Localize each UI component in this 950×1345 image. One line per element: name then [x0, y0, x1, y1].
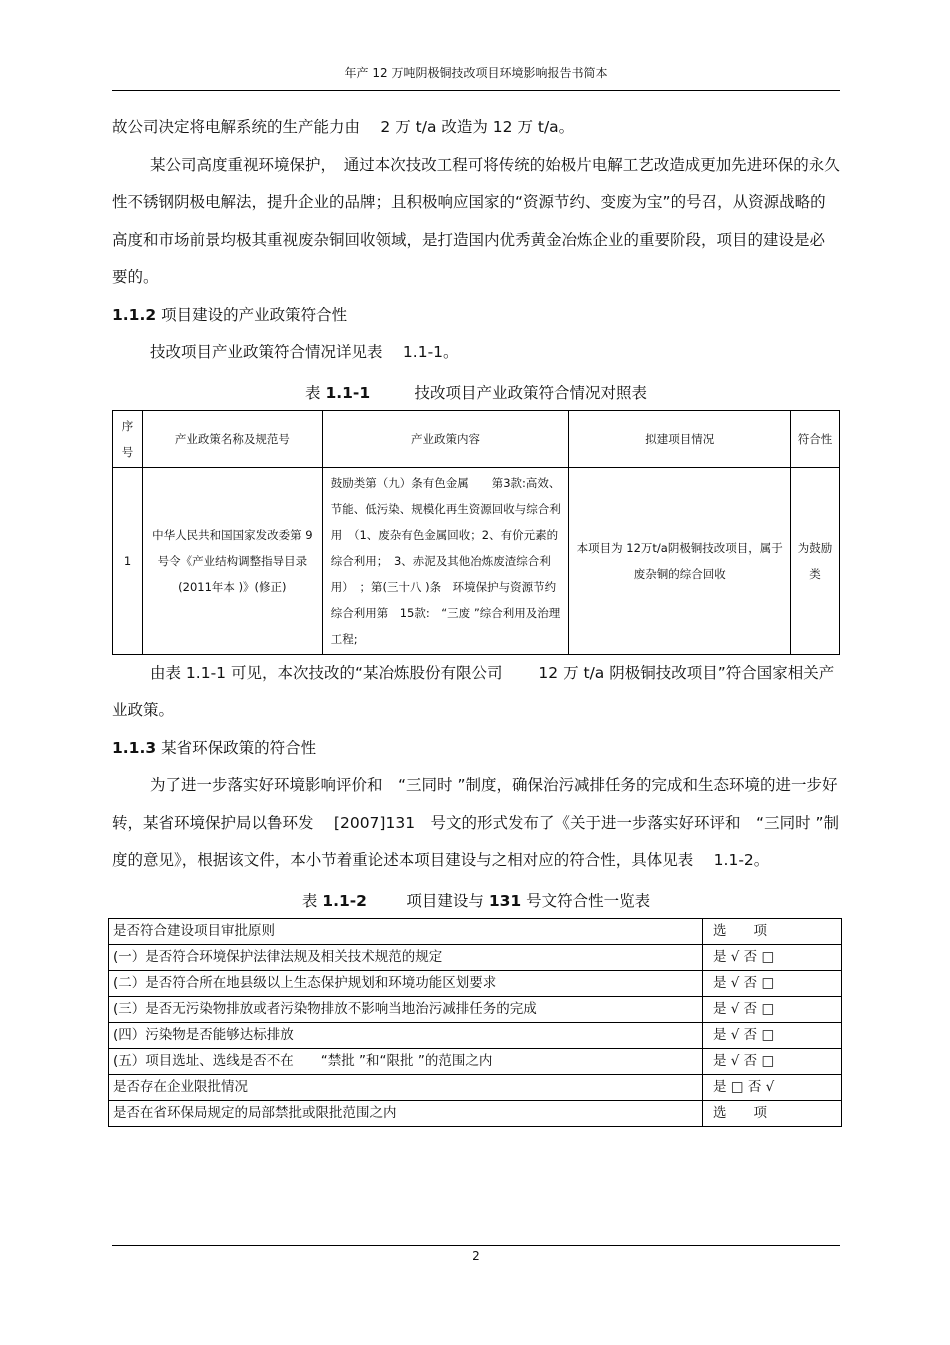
caption-title: 技改项目产业政策符合情况对照表 — [414, 383, 647, 402]
option-cell: 是 □ 否 √ — [703, 1074, 842, 1100]
table-row — [109, 996, 842, 1022]
paragraph-capacity: 故公司决定将电解系统的生产能力由 2 万 t/a 改造为 12 万 t/a。 — [112, 118, 575, 136]
section-number: 1.1.3 — [112, 738, 157, 757]
paragraph-environment: 某公司高度重视环境保护， 通过本次技改工程可将传统的始极片电解工艺改造成更加先进环保的永久性不锈钢阴极电解法，提升企业的品牌；且积极响应国家的“资源节约、变废为宝”的号召，从资源战略的高度和市场前景均极其重视废杂铜回收领域，是打造国内优秀黄金冶炼企业的重要阶段，项目的建设是必要的。 — [112, 155, 840, 286]
policy-table — [112, 410, 840, 655]
project-status-cell: 本项目为 12万t/a阴极铜技改项目，属于废杂铜的综合回收 — [569, 467, 791, 654]
compliance-table — [108, 918, 842, 1127]
caption-number: 1.1-1 — [325, 383, 371, 402]
item-cell: (三）是否无污染物排放或者污染物排放不影响当地治污减排任务的完成 — [109, 996, 703, 1022]
section-title: 某省环保政策的符合性 — [161, 738, 317, 757]
item-cell: 是否存在企业限批情况 — [109, 1074, 703, 1100]
compliance-cell: 为鼓励类 — [791, 467, 840, 654]
row-number: 1 — [113, 467, 143, 654]
table-row — [109, 1074, 842, 1100]
table-row — [109, 918, 842, 944]
header-divider — [112, 90, 840, 91]
item-cell: (四）污染物是否能够达标排放 — [109, 1022, 703, 1048]
policy-name-cell: 中华人民共和国国家发改委第 9号令《产业结构调整指导目录 (2011年本 )》(修正) — [142, 467, 322, 654]
item-cell: 是否符合建设项目审批原则 — [109, 918, 703, 944]
item-cell: 是否在省环保局规定的局部禁批或限批范围之内 — [109, 1100, 703, 1126]
table-2-caption — [112, 890, 840, 912]
section-heading-1-1-2 — [112, 297, 840, 335]
item-cell: (二）是否符合所在地县级以上生态保护规划和环境功能区划要求 — [109, 970, 703, 996]
option-cell: 是 √ 否 □ — [703, 970, 842, 996]
section-heading-1-1-3 — [112, 730, 840, 768]
option-cell: 是 √ 否 □ — [703, 1022, 842, 1048]
option-cell: 是 √ 否 □ — [703, 996, 842, 1022]
table-row — [109, 970, 842, 996]
caption-prefix: 表 — [301, 891, 318, 910]
table-1-caption — [112, 382, 840, 404]
header-cell: 产业政策内容 — [322, 410, 569, 467]
option-cell: 选 项 — [703, 1100, 842, 1126]
table-row — [109, 1022, 842, 1048]
header-cell: 拟建项目情况 — [569, 410, 791, 467]
footer-divider — [112, 1245, 840, 1246]
running-header: 年产 12 万吨阴极铜技改项目环境影响报告书简本 — [344, 66, 608, 80]
section-number: 1.1.2 — [112, 305, 157, 324]
paragraph-conclusion: 由表 1.1-1 可见，本次技改的“某冶炼股份有限公司 12 万 t/a 阴极铜技改项目”符合国家相关产业政策。 — [112, 663, 835, 719]
paragraph-table-ref: 技改项目产业政策符合情况详见表 1.1-1。 — [150, 343, 459, 361]
caption-number: 1.1-2 — [322, 891, 367, 910]
header-cell: 符合性 — [791, 410, 840, 467]
policy-content-cell: 鼓励类第（九）条有色金属 第3款:高效、节能、低污染、规模化再生资源回收与综合利用 （1、废杂有色金属回收；2、有价元素的综合利用； 3、赤泥及其他冶炼废渣综合利用） ；第(三十八 )条 环境保护与资源节约综合利用第 15款: “三废 ”综合利用及治理工程; — [322, 467, 569, 654]
caption-document-number: 131 — [488, 891, 522, 910]
table-header-row — [113, 410, 840, 467]
option-cell: 是 √ 否 □ — [703, 944, 842, 970]
table-row — [113, 467, 840, 654]
caption-prefix: 表 — [305, 383, 321, 402]
item-cell: (五）项目选址、选线是否不在 “禁批 ”和“限批 ”的范围之内 — [109, 1048, 703, 1074]
table-row — [109, 1048, 842, 1074]
table-row — [109, 944, 842, 970]
caption-mid: 项目建设与 — [406, 891, 484, 910]
item-cell: (一）是否符合环境保护法律法规及相关技术规范的规定 — [109, 944, 703, 970]
header-cell: 序号 — [113, 410, 143, 467]
section-title: 项目建设的产业政策符合性 — [161, 305, 348, 324]
paragraph-provincial-policy: 为了进一步落实好环境影响评价和 “三同时 ”制度，确保治污减排任务的完成和生态环境的进一步好转，某省环境保护局以鲁环发 [2007]131 号文的形式发布了《关于进一步落实好环评和 “三同时 ”制度的意见》，根据该文件，本小节着重论述本项目建设与之相对应的符合性，具体见表 1.1-2。 — [112, 776, 840, 869]
caption-title: 号文符合性一览表 — [526, 891, 651, 910]
table-row — [109, 1100, 842, 1126]
page-number: 2 — [472, 1249, 480, 1263]
option-cell: 是 √ 否 □ — [703, 1048, 842, 1074]
option-cell: 选 项 — [703, 918, 842, 944]
header-cell: 产业政策名称及规范号 — [142, 410, 322, 467]
page-content — [112, 109, 840, 1127]
